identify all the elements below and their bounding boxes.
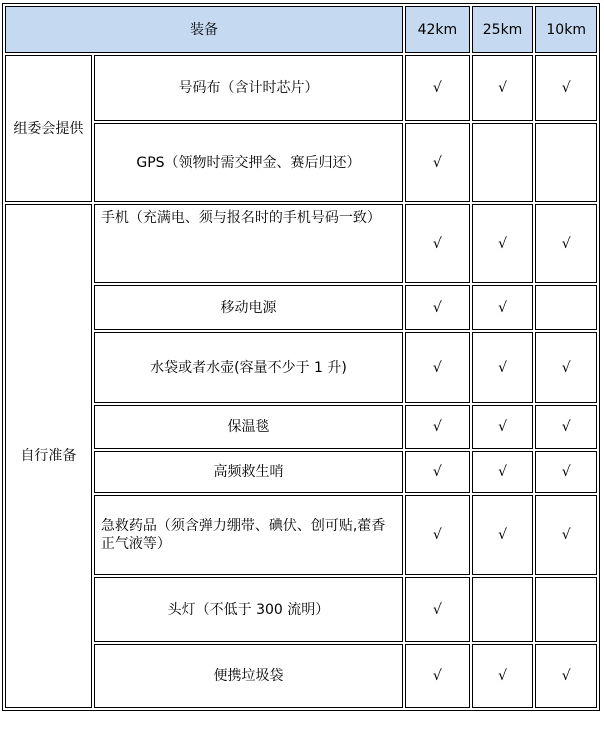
mark-25km: √ xyxy=(472,451,534,493)
table-row xyxy=(5,204,597,283)
mark-25km: √ xyxy=(472,495,534,575)
mark-25km: √ xyxy=(472,332,534,403)
mark-10km: √ xyxy=(535,332,597,403)
item-name: 高频救生哨 xyxy=(94,451,403,493)
mark-10km xyxy=(535,285,597,330)
item-name: GPS（领物时需交押金、赛后归还） xyxy=(94,123,403,202)
mark-10km: √ xyxy=(535,451,597,493)
table-row xyxy=(5,451,597,493)
mark-25km: √ xyxy=(472,405,534,449)
header-row xyxy=(5,6,597,53)
mark-10km: √ xyxy=(535,644,597,708)
mark-25km: √ xyxy=(472,204,534,283)
group-label-organizer: 组委会提供 xyxy=(5,55,92,202)
table-row xyxy=(5,644,597,708)
mark-42km: √ xyxy=(405,644,470,708)
mark-42km: √ xyxy=(405,577,470,642)
header-equipment: 装备 xyxy=(5,6,403,53)
mark-10km: √ xyxy=(535,204,597,283)
header-10km: 10km xyxy=(535,6,597,53)
header-25km: 25km xyxy=(472,6,534,53)
table-row xyxy=(5,123,597,202)
mark-10km xyxy=(535,577,597,642)
table-row xyxy=(5,577,597,642)
table-row xyxy=(5,332,597,403)
item-name: 保温毯 xyxy=(94,405,403,449)
mark-42km: √ xyxy=(405,495,470,575)
header-42km: 42km xyxy=(405,6,470,53)
mark-42km: √ xyxy=(405,332,470,403)
mark-25km xyxy=(472,123,534,202)
table-row xyxy=(5,405,597,449)
item-name: 手机（充满电、须与报名时的手机号码一致） xyxy=(94,204,403,283)
mark-42km: √ xyxy=(405,405,470,449)
mark-25km: √ xyxy=(472,285,534,330)
mark-10km xyxy=(535,123,597,202)
table-row xyxy=(5,495,597,575)
item-name: 头灯（不低于 300 流明） xyxy=(94,577,403,642)
mark-42km: √ xyxy=(405,285,470,330)
equipment-table xyxy=(2,3,600,711)
table-row xyxy=(5,285,597,330)
table-row xyxy=(5,55,597,121)
group-label-self: 自行准备 xyxy=(5,204,92,708)
mark-42km: √ xyxy=(405,451,470,493)
item-name: 号码布（含计时芯片） xyxy=(94,55,403,121)
item-name: 便携垃圾袋 xyxy=(94,644,403,708)
mark-25km: √ xyxy=(472,644,534,708)
mark-42km: √ xyxy=(405,204,470,283)
mark-42km: √ xyxy=(405,123,470,202)
mark-10km: √ xyxy=(535,495,597,575)
mark-25km: √ xyxy=(472,55,534,121)
mark-10km: √ xyxy=(535,405,597,449)
mark-42km: √ xyxy=(405,55,470,121)
item-name: 急救药品（须含弹力绷带、碘伏、创可贴,藿香正气液等） xyxy=(94,495,403,575)
mark-25km xyxy=(472,577,534,642)
item-name: 移动电源 xyxy=(94,285,403,330)
mark-10km: √ xyxy=(535,55,597,121)
item-name: 水袋或者水壶(容量不少于 1 升) xyxy=(94,332,403,403)
